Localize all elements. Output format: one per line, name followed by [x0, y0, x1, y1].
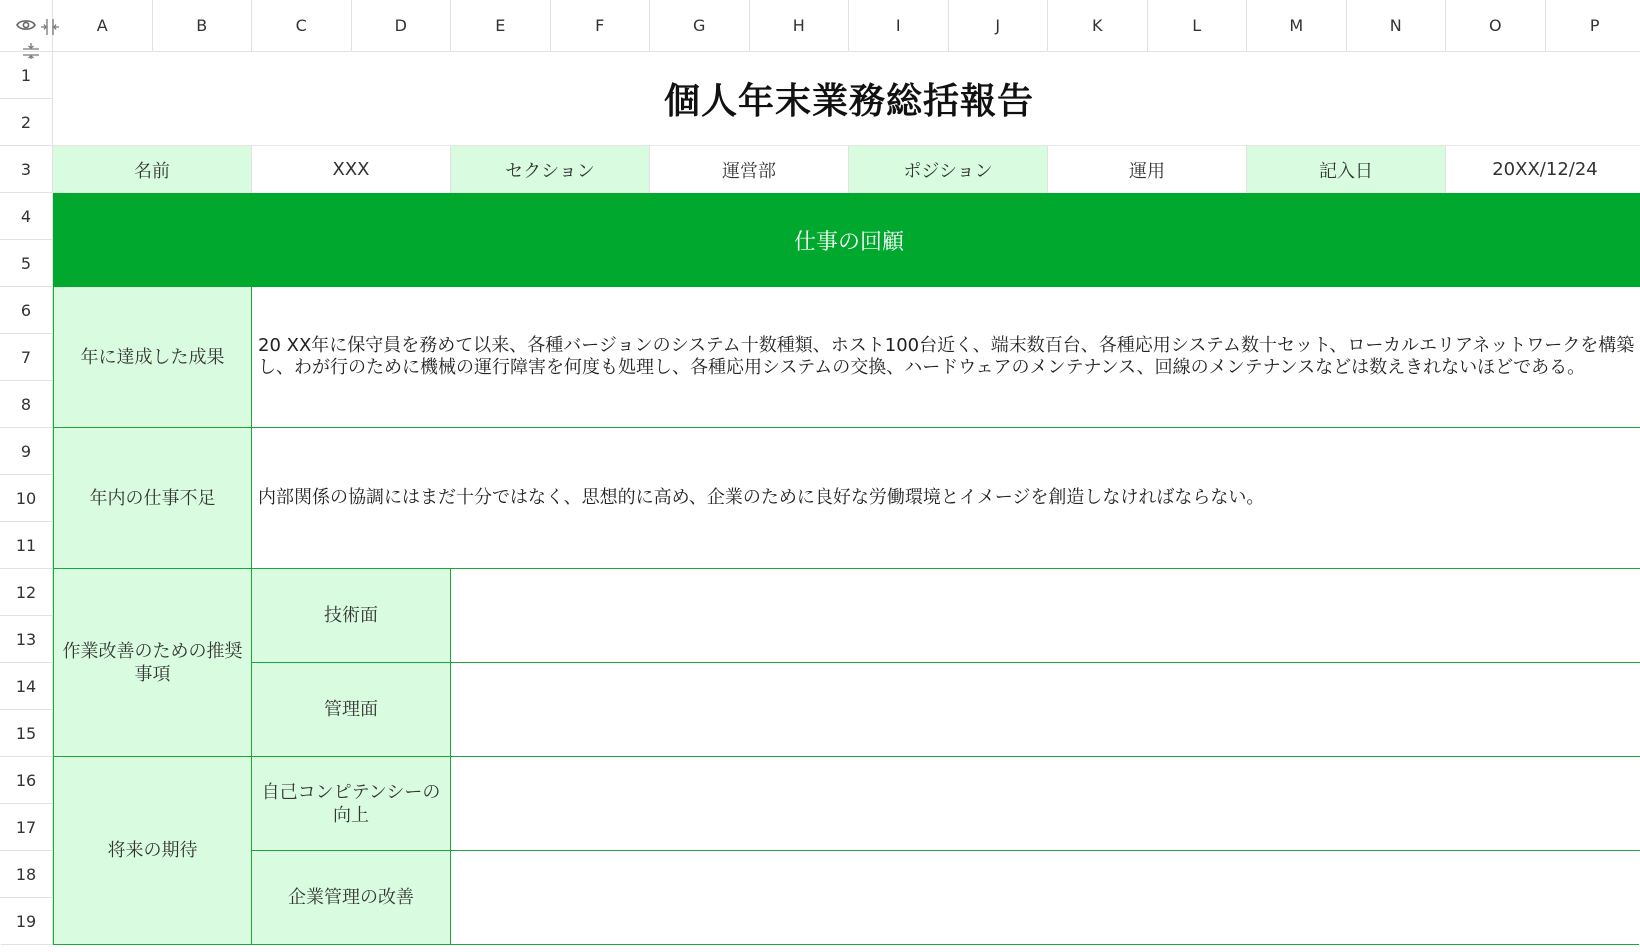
column-header-l[interactable]: L [1148, 0, 1248, 52]
management-label-cell[interactable]: 管理面 [252, 663, 451, 757]
column-header-g[interactable]: G [650, 0, 750, 52]
column-freeze-icon[interactable] [40, 18, 60, 40]
name-value-cell[interactable]: XXX [252, 146, 451, 193]
row-header-2[interactable]: 2 [0, 99, 53, 146]
column-header-j[interactable]: J [949, 0, 1049, 52]
select-all-corner[interactable] [0, 0, 53, 52]
name-label-cell[interactable]: 名前 [53, 146, 252, 193]
report-title-cell[interactable]: 個人年末業務総括報告 [53, 52, 1640, 146]
position-label-cell[interactable]: ポジション [849, 146, 1048, 193]
row-header-7[interactable]: 7 [0, 334, 53, 381]
row-header-1[interactable]: 1 [0, 52, 53, 99]
corporate-management-label-cell[interactable]: 企業管理の改善 [252, 851, 451, 945]
achievements-text-cell[interactable]: 20 XX年に保守員を務めて以来、各種バージョンのシステム十数種類、ホスト100台近く、端末数百台、各種応用システム数十セット、ローカルエリアネットワークを構築し、わが行のために機械の運行障害を何度も処理し、各種応用システムの交換、ハードウェアのメンテナンス、回線のメンテナンスなどは数えきれないほどである。 [252, 287, 1640, 428]
column-header-a[interactable]: A [53, 0, 153, 52]
row-header-16[interactable]: 16 [0, 757, 53, 804]
column-header-f[interactable]: F [551, 0, 651, 52]
shortcomings-text-cell[interactable]: 内部関係の協調にはまだ十分ではなく、思想的に高め、企業のために良好な労働環境とイメージを創造しなければならない。 [252, 428, 1640, 569]
technical-text-cell[interactable] [451, 569, 1640, 663]
column-header-i[interactable]: I [849, 0, 949, 52]
management-text-cell[interactable] [451, 663, 1640, 757]
row-header-5[interactable]: 5 [0, 240, 53, 287]
row-header-17[interactable]: 17 [0, 804, 53, 851]
eye-icon[interactable] [16, 17, 36, 37]
column-header-k[interactable]: K [1048, 0, 1148, 52]
row-header-6[interactable]: 6 [0, 287, 53, 334]
achievements-label-cell[interactable]: 年に達成した成果 [53, 287, 252, 428]
row-header-4[interactable]: 4 [0, 193, 53, 240]
technical-label-cell[interactable]: 技術面 [252, 569, 451, 663]
section-value-cell[interactable]: 運営部 [650, 146, 849, 193]
column-header-n[interactable]: N [1347, 0, 1447, 52]
competency-label-cell[interactable]: 自己コンピテンシーの向上 [252, 757, 451, 851]
recommendations-label-cell[interactable]: 作業改善のための推奨事項 [53, 569, 252, 757]
row-freeze-icon[interactable] [22, 42, 40, 64]
competency-text-cell[interactable] [451, 757, 1640, 851]
column-header-o[interactable]: O [1446, 0, 1546, 52]
row-header-3[interactable]: 3 [0, 146, 53, 193]
shortcomings-label-cell[interactable]: 年内の仕事不足 [53, 428, 252, 569]
row-header-18[interactable]: 18 [0, 851, 53, 898]
row-header-9[interactable]: 9 [0, 428, 53, 475]
row-header-12[interactable]: 12 [0, 569, 53, 616]
column-header-h[interactable]: H [750, 0, 850, 52]
date-label-cell[interactable]: 記入日 [1247, 146, 1446, 193]
position-value-cell[interactable]: 運用 [1048, 146, 1247, 193]
column-header-c[interactable]: C [252, 0, 352, 52]
row-header-10[interactable]: 10 [0, 475, 53, 522]
column-header-d[interactable]: D [352, 0, 452, 52]
column-header-p[interactable]: P [1546, 0, 1640, 52]
row-header-8[interactable]: 8 [0, 381, 53, 428]
row-header-14[interactable]: 14 [0, 663, 53, 710]
column-header-e[interactable]: E [451, 0, 551, 52]
row-header-11[interactable]: 11 [0, 522, 53, 569]
work-review-banner-cell[interactable]: 仕事の回顧 [53, 193, 1640, 287]
date-value-cell[interactable]: 20XX/12/24 [1446, 146, 1640, 193]
row-header-19[interactable]: 19 [0, 898, 53, 945]
future-expectations-label-cell[interactable]: 将来の期待 [53, 757, 252, 945]
corporate-management-text-cell[interactable] [451, 851, 1640, 945]
row-header-13[interactable]: 13 [0, 616, 53, 663]
row-header-15[interactable]: 15 [0, 710, 53, 757]
column-header-m[interactable]: M [1247, 0, 1347, 52]
column-header-b[interactable]: B [153, 0, 253, 52]
section-label-cell[interactable]: セクション [451, 146, 650, 193]
